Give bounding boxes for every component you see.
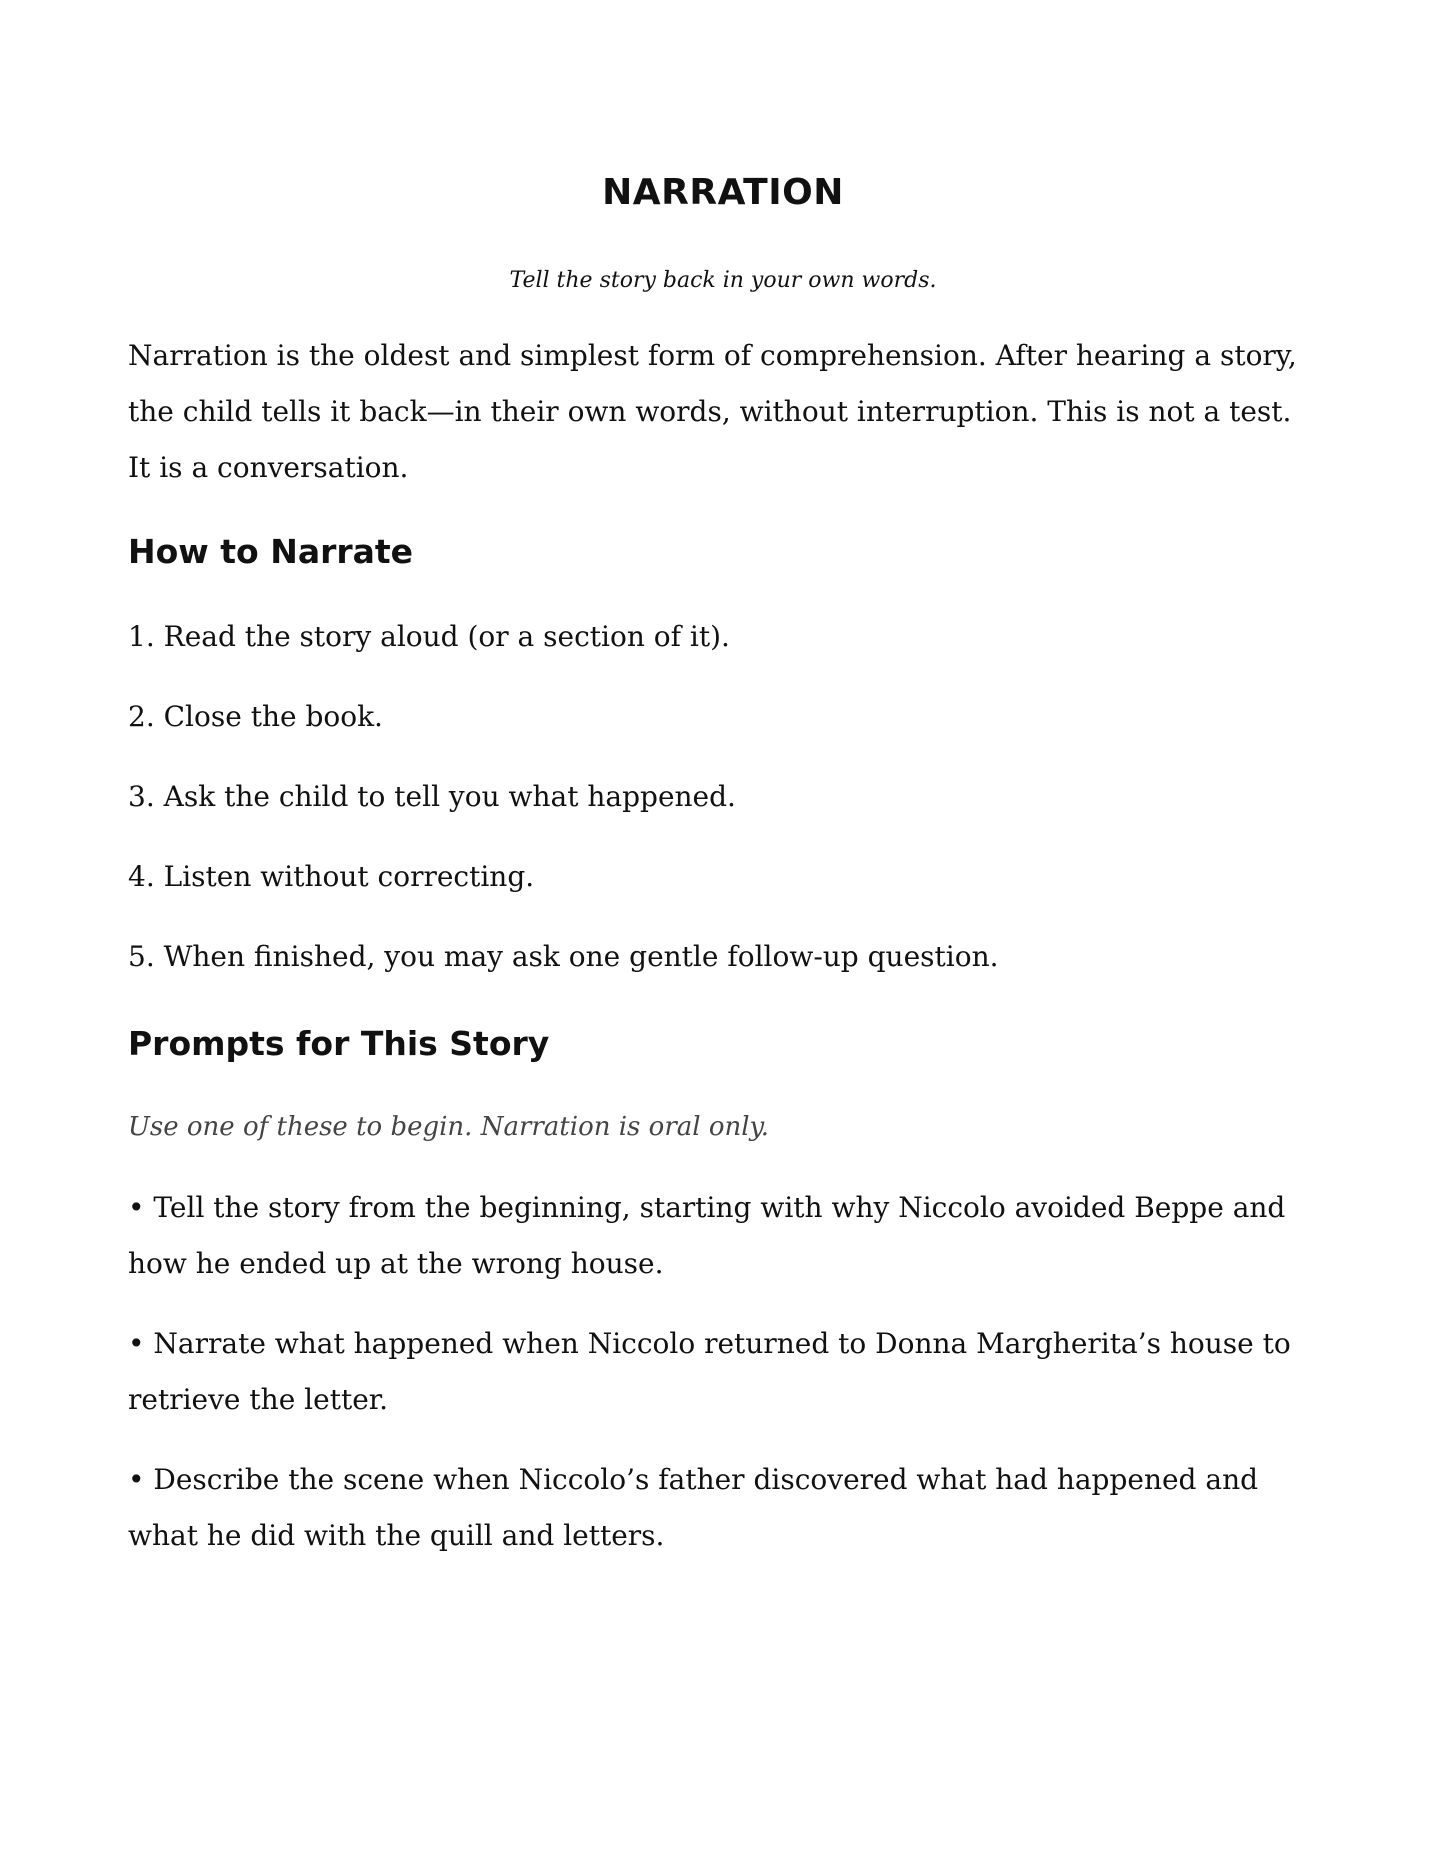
document-page — [128, 0, 1318, 1870]
step-4: 4. Listen without correcting. — [128, 860, 535, 893]
step-2: 2. Close the book. — [128, 700, 383, 733]
step-5: 5. When finished, you may ask one gentle follow-up question. — [128, 940, 999, 973]
prompts-heading: Prompts for This Story — [128, 1024, 550, 1063]
how-to-heading: How to Narrate — [128, 532, 414, 571]
prompt-item-1: • Tell the story from the beginning, starting with why Niccolo avoided Beppe and how he ended up at the wrong house. — [128, 1191, 1286, 1280]
prompts-note: Use one of these to begin. Narration is oral only. — [128, 1112, 770, 1142]
intro-paragraph: Narration is the oldest and simplest form of comprehension. After hearing a story, the child tells it back—in their own words, without interruption. This is not a test. It is a conversation. — [128, 339, 1297, 484]
step-1: 1. Read the story aloud (or a section of it). — [128, 620, 730, 653]
prompt-item-3: • Describe the scene when Niccolo’s father discovered what had happened and what he did with the quill and letters. — [128, 1463, 1259, 1552]
step-3: 3. Ask the child to tell you what happened. — [128, 780, 736, 813]
page-title: NARRATION — [602, 172, 844, 213]
prompt-item-2: • Narrate what happened when Niccolo returned to Donna Margherita’s house to retrieve the letter. — [128, 1327, 1291, 1416]
page-subtitle: Tell the story back in your own words. — [509, 268, 937, 293]
